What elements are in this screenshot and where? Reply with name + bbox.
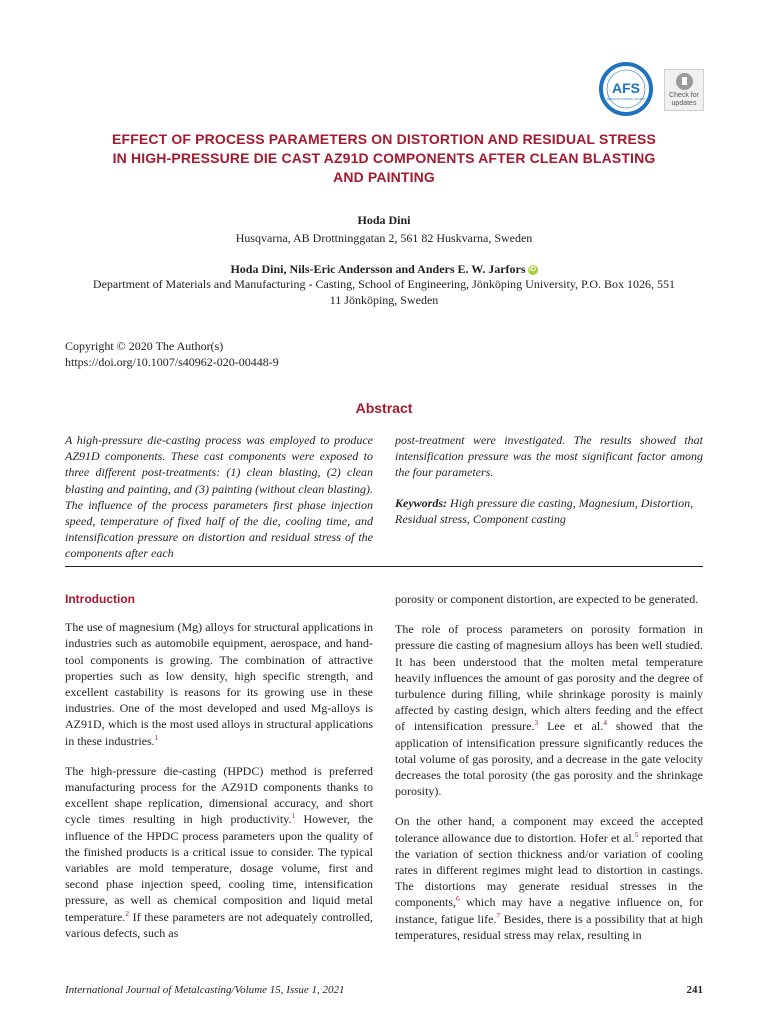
first-affiliation: Husqvarna, AB Drottninggatan 2, 561 82 Huskvarna, Sweden	[235, 231, 533, 245]
abstract-heading: Abstract	[355, 400, 413, 416]
orcid-icon[interactable]: iD	[529, 266, 537, 274]
abstract-right-column	[395, 432, 703, 527]
intro-paragraph-r1: porosity or component distortion, are expected to be generated.	[395, 592, 699, 606]
check-updates-label-2: updates	[671, 99, 697, 107]
intro-right-column	[395, 591, 703, 943]
journal-footer: International Journal of Metalcasting/Volume 15, Issue 1, 2021	[65, 984, 345, 996]
department-line-1: Department of Materials and Manufacturing - Casting, School of Engineering, Jönköping University, P.O. Box 1026, 551	[92, 277, 676, 291]
first-author: Hoda Dini	[357, 213, 411, 227]
intro-paragraph-2	[65, 763, 373, 941]
intro-p1-text: The use of magnesium (Mg) alloys for structural applications in industries such as automobile equipment, aerospace, and hand-tool components is growing. The combination of attractive properties such as low density, high specific strength, and excellent castability is reasons for its growing use in these industries. One of the most developed and used Mg-alloys is AZ91D, which is the most used alloys in structural applications in these industries.	[65, 620, 373, 748]
intro-r3-text-c: which may have a negative influence on, for instance, fatigue life.	[395, 895, 703, 926]
introduction-heading: Introduction	[65, 592, 135, 606]
check-updates-label-1: Check for	[669, 92, 699, 99]
afs-logo-text: AFS	[612, 80, 640, 96]
title-line-1: EFFECT OF PROCESS PARAMETERS ON DISTORTION AND RESIDUAL STRESS	[112, 131, 656, 147]
bookmark-icon	[676, 73, 693, 90]
check-updates-badge[interactable]	[664, 69, 704, 111]
afs-logo-subtext: AMERICAN FOUNDRY SOCIETY	[606, 98, 646, 101]
intro-r2-text-c: showed that the application of intensification pressure significantly reduces the total volume of gas porosity, and a decrease in the gate velocity decreases the total porosity (the gas porosity and the shrinkage porosity).	[395, 719, 703, 799]
department-affiliation	[60, 276, 708, 308]
intro-r2-text-a: The role of process parameters on porosity formation in pressure die casting of magnesium alloys has been well studied. It has been understood that the molten metal temperature heavily influences the amount of gas porosity and the degree of turbulence during filling, while shrinkage porosity is mainly affected by casting design, which alters feeding and the effect of intensification pressure.	[395, 622, 703, 734]
page-number: 241	[686, 984, 703, 996]
author-list	[60, 262, 708, 277]
title-line-2: IN HIGH-PRESSURE DIE CAST AZ91D COMPONENTS AFTER CLEAN BLASTING	[112, 150, 656, 166]
header-logos	[598, 62, 706, 116]
title-line-3: AND PAINTING	[333, 169, 435, 185]
doi-link[interactable]: https://doi.org/10.1007/s40962-020-00448-9	[65, 355, 279, 369]
ref-link[interactable]: 7	[496, 910, 501, 920]
section-divider	[65, 566, 703, 567]
ref-link[interactable]: 6	[456, 894, 460, 904]
abstract-left-column	[65, 432, 373, 562]
intro-paragraph-r3	[395, 813, 703, 943]
author-names: Hoda Dini, Nils-Eric Andersson and Anders E. W. Jarfors	[230, 262, 526, 276]
department-line-2: 11 Jönköping, Sweden	[329, 293, 439, 307]
abstract-text-left: A high-pressure die-casting process was employed to produce AZ91D components. These cast components were exposed to three different post-treatments: (1) clean blasting, (2) clean blasting and painting, and (3) painting (without clean blasting). The influence of the process parameters first phase injection speed, temperature of fixed half of the die, cooling time, and intensification pressure on distortion and residual stress of the components after each	[65, 433, 373, 561]
intro-r2-text-b: Lee et al.	[538, 719, 604, 734]
ref-link[interactable]: 1	[291, 811, 296, 821]
intro-paragraph-r2	[395, 621, 703, 799]
intro-p2-text-b: However, the influence of the HPDC process parameters upon the quality of the finished products is a critical issue to consider. The typical variables are mold temperature, dosage volume, first and second phase injection speed, cooling time, intensification pressure, as well as chemical composition and liquid metal temperature.	[65, 812, 373, 924]
intro-p2-text-c: If these parameters are not adequately controlled, various defects, such as	[65, 909, 373, 940]
ref-link[interactable]: 1	[154, 732, 159, 742]
keywords-label: Keywords:	[395, 495, 447, 510]
intro-p2-text-a: The high-pressure die-casting (HPDC) method is preferred manufacturing process for the AZ91D components thanks to excellent shape replication, dimensional accuracy, and short cycle times resulting in high productivity.	[65, 763, 373, 827]
ref-link[interactable]: 3	[534, 718, 539, 728]
ref-link[interactable]: 5	[634, 829, 639, 839]
ref-link[interactable]: 4	[603, 718, 607, 728]
keywords-text: High pressure die casting, Magnesium, Distortion, Residual stress, Component casting	[395, 495, 694, 526]
intro-r3-text-a: On the other hand, a component may exceed the accepted tolerance allowance due to distortion. Hofer et al.	[395, 814, 703, 845]
abstract-text-right: post-treatment were investigated. The results showed that intensification pressure was the most significant factor among the four parameters.	[395, 433, 703, 480]
intro-r3-text-b: reported that the variation of section thickness and/or variation of cooling rates in different regimes might lead to distortion in castings. The distortions may generate residual stresses in the components,	[395, 830, 703, 910]
paper-title	[60, 130, 708, 187]
intro-left-column	[65, 591, 373, 941]
intro-r3-text-d: Besides, there is a possibility that at high temperatures, residual stress may relax, resulting in	[395, 911, 703, 942]
ref-link[interactable]: 2	[125, 908, 130, 918]
keywords	[395, 495, 703, 527]
copyright-notice: Copyright © 2020 The Author(s)	[65, 339, 224, 353]
intro-paragraph-1	[65, 619, 373, 749]
